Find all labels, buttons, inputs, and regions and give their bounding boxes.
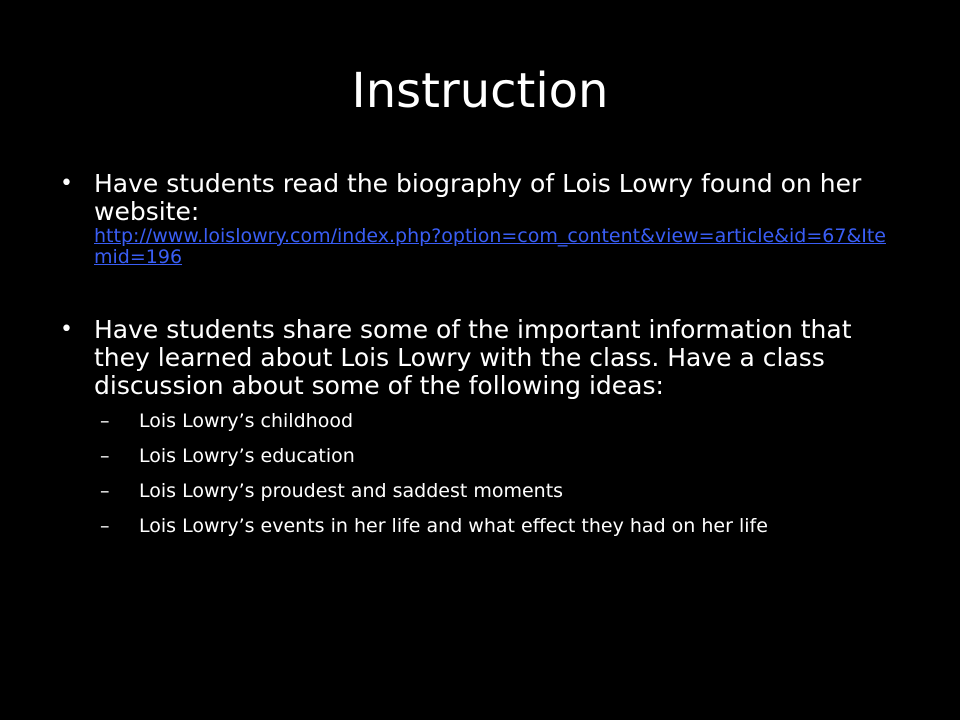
dash-marker: – — [100, 410, 110, 432]
bullet-item-biography — [58, 170, 888, 268]
subitem-text: Lois Lowry’s events in her life and what effect they had on her life — [139, 515, 768, 537]
bullet-marker: • — [60, 171, 73, 196]
dash-marker: – — [100, 445, 110, 467]
subitem-education — [94, 445, 888, 467]
dash-marker: – — [100, 480, 110, 502]
dash-marker: – — [100, 515, 110, 537]
slide-content — [58, 170, 888, 553]
bullet-text: Have students share some of the important information that they learned about Lois Lowry with the class. Have a class discussion about some of the following ideas: — [94, 315, 852, 400]
discussion-subitems — [94, 410, 888, 537]
subitem-text: Lois Lowry’s proudest and saddest moments — [139, 480, 564, 502]
subitem-text: Lois Lowry’s childhood — [139, 410, 354, 432]
bullet-item-discussion — [58, 316, 888, 400]
subitem-text: Lois Lowry’s education — [139, 445, 355, 467]
subitem-events — [94, 515, 888, 537]
bullet-text: Have students read the biography of Lois Lowry found on her website: — [94, 169, 862, 226]
slide-title: Instruction — [351, 63, 609, 119]
subitem-childhood — [94, 410, 888, 432]
biography-link[interactable]: http://www.loislowry.com/index.php?option=com_content&view=article&id=67&Itemid=196 — [94, 225, 886, 268]
bullet-marker: • — [60, 317, 73, 342]
subitem-moments — [94, 480, 888, 502]
